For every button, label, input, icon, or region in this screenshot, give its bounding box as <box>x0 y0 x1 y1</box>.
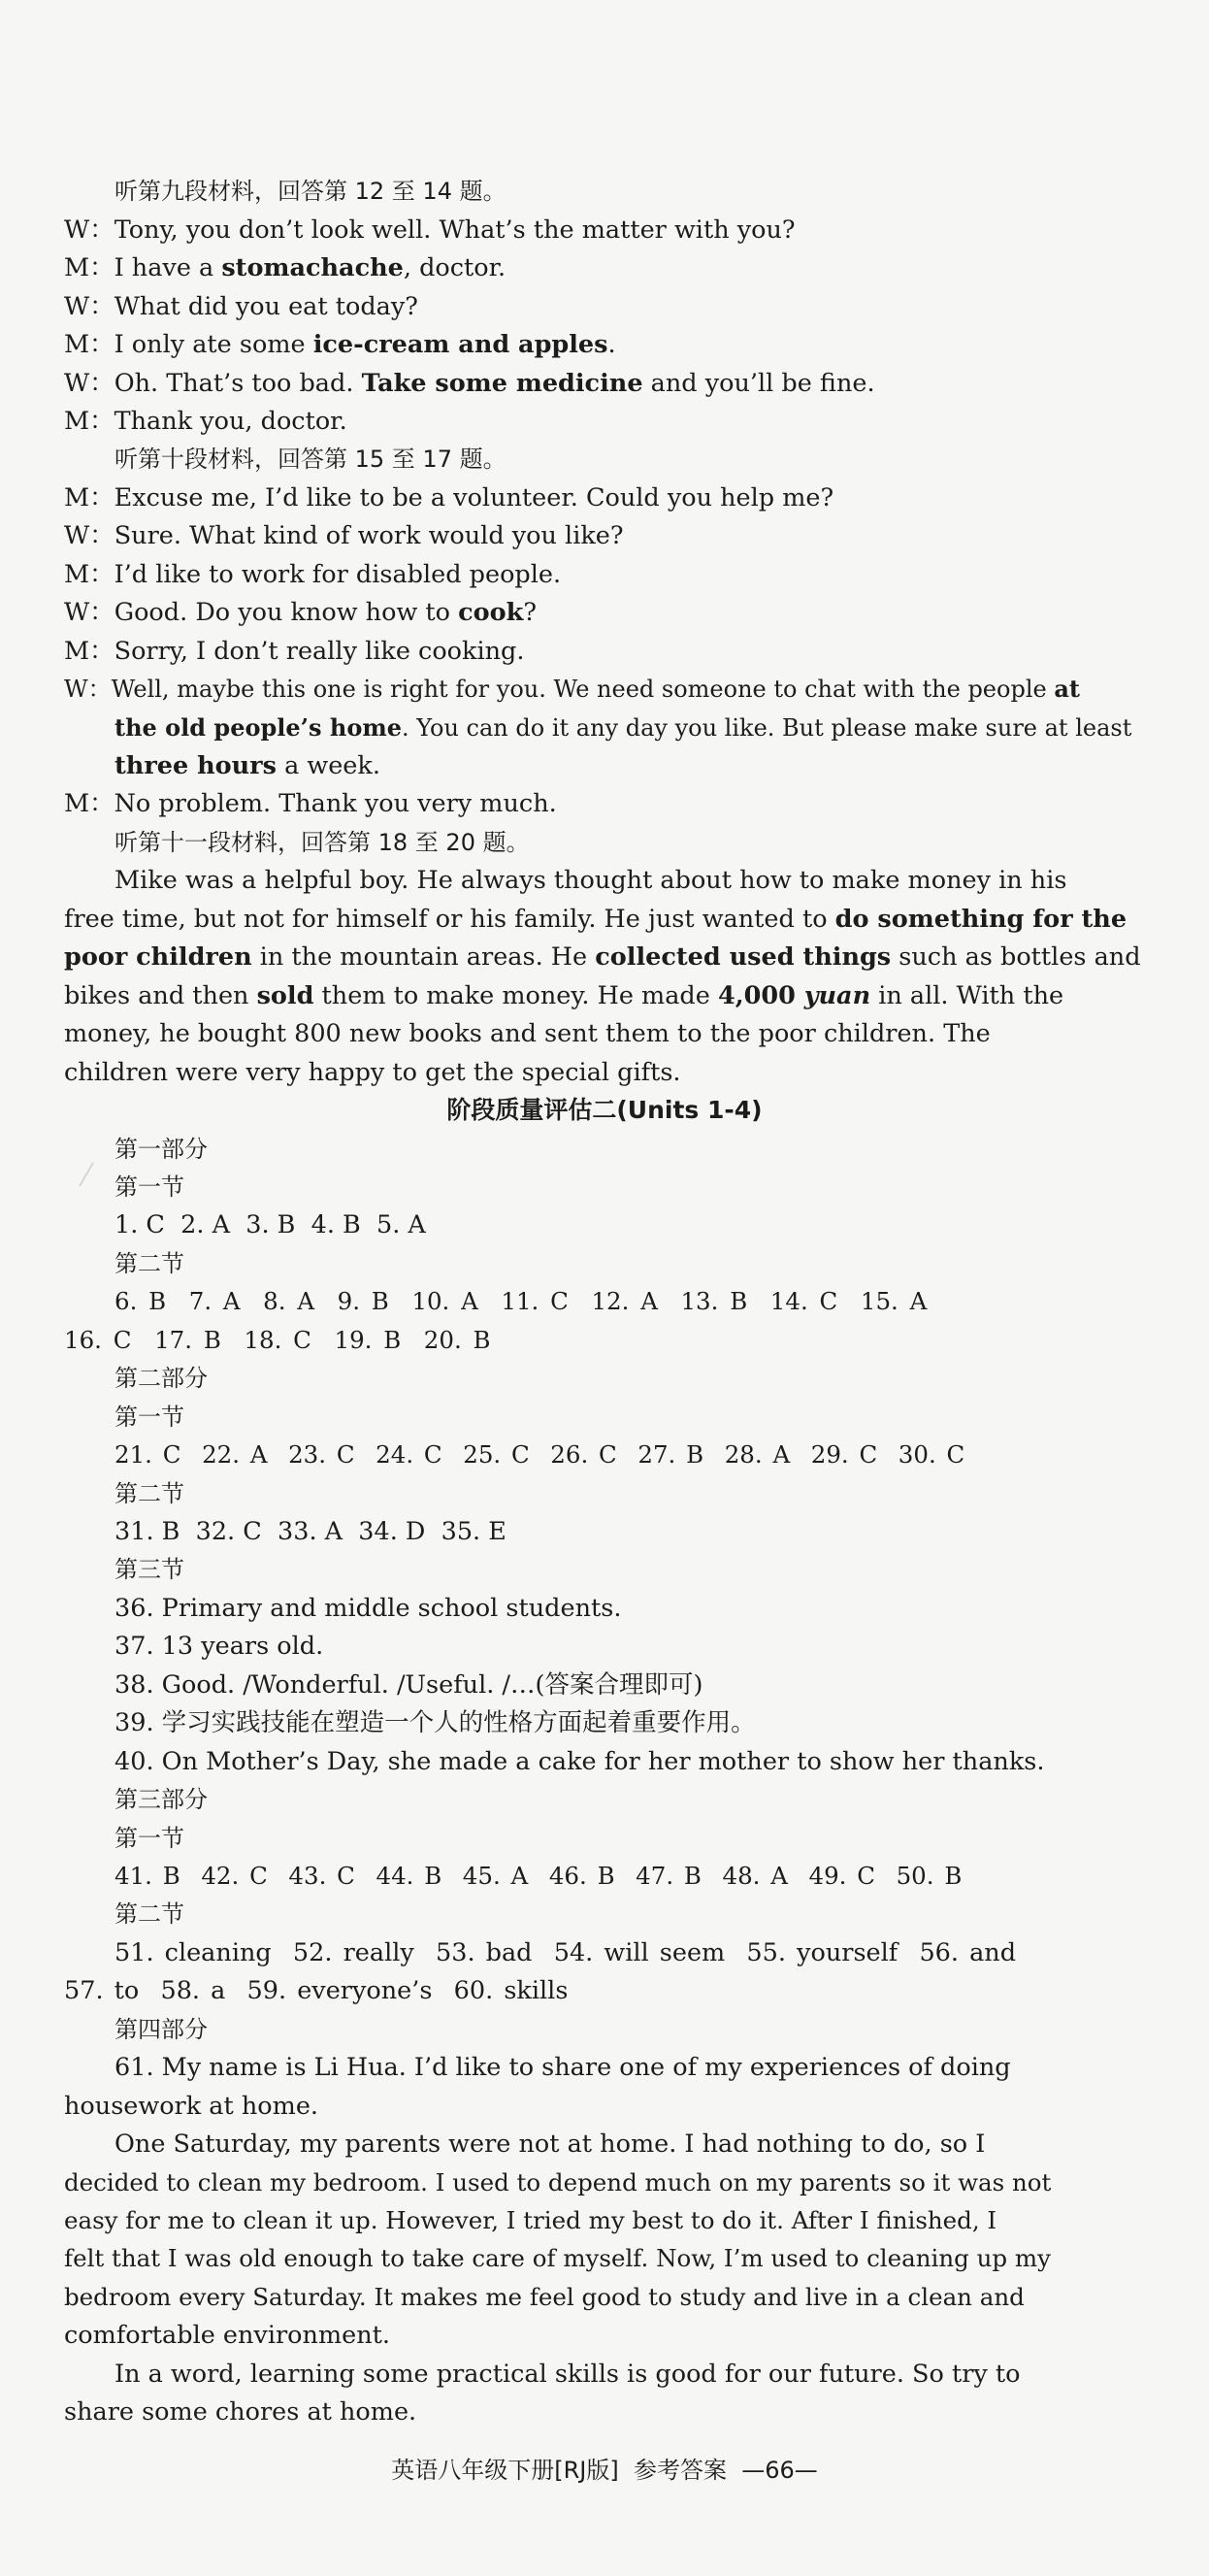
page-footer: 英语八年级下册[RJ版] 参考答案 —66— <box>391 2457 818 2484</box>
essay-line: felt that I was old enough to take care of myself. Now, I’m used to cleaning up my <box>64 2244 1051 2272</box>
passage-line: free time, but not for himself or his family. He just wanted to do something for the <box>64 905 1127 934</box>
essay-line: One Saturday, my parents were not at home. I had nothing to do, so I <box>114 2130 986 2159</box>
answer-row: 1. C 2. A 3. B 4. B 5. A <box>114 1210 426 1239</box>
answer-row: 36. Primary and middle school students. <box>114 1594 622 1623</box>
dialogue-line: three hours a week. <box>114 751 380 780</box>
answer-row: 31. B 32. C 33. A 34. D 35. E <box>114 1517 506 1546</box>
section-heading: 第二节 <box>114 1250 184 1277</box>
answer-row: 51. cleaning 52. really 53. bad 54. will seem 55. yourself 56. and <box>114 1938 1017 1967</box>
answer-row: 41. B 42. C 43. C 44. B 45. A 46. B 47. B 48. A 49. C 50. B <box>114 1862 963 1890</box>
answer-row: 6. B 7. A 8. A 9. B 10. A 11. C 12. A 13. B 14. C 15. A <box>114 1287 928 1315</box>
answer-row: 57. to 58. a 59. everyone’s 60. skills <box>64 1976 569 2005</box>
assessment-title: 阶段质量评估二(Units 1-4) <box>446 1096 763 1124</box>
part-heading: 第二部分 <box>114 1365 208 1392</box>
passage-line: money, he bought 800 new books and sent them to the poor children. The <box>64 1019 991 1048</box>
answer-row: 16. C 17. B 18. C 19. B 20. B <box>64 1326 491 1354</box>
section10-heading: 听第十段材料，回答第 15 至 17 题。 <box>114 446 506 473</box>
part-heading: 第四部分 <box>114 2016 208 2043</box>
section-heading: 第一节 <box>114 1173 184 1201</box>
passage-line: Mike was a helpful boy. He always thought about how to make money in his <box>114 866 1067 895</box>
dialogue-line: W：Good. Do you know how to cook? <box>64 598 537 627</box>
dialogue-line: W：Oh. That’s too bad. Take some medicine and you’ll be fine. <box>64 369 875 398</box>
answer-row: 38. Good. /Wonderful. /Useful. /…(答案合理即可) <box>114 1670 703 1700</box>
dialogue-line: M：No problem. Thank you very much. <box>64 789 557 818</box>
dialogue-line: M：Excuse me, I’d like to be a volunteer. Could you help me? <box>64 483 834 512</box>
dialogue-line: W：Well, maybe this one is right for you. We need someone to chat with the people at <box>64 675 1080 703</box>
answer-row: 39. 学习实践技能在塑造一个人的性格方面起着重要作用。 <box>114 1708 756 1737</box>
answer-row: 21. C 22. A 23. C 24. C 25. C 26. C 27. B 28. A 29. C 30. C <box>114 1440 965 1469</box>
dialogue-line: the old people’s home. You can do it any day you like. But please make sure at least <box>114 713 1132 742</box>
dialogue-line: M：I only ate some ice-cream and apples. <box>64 330 616 359</box>
essay-line: decided to clean my bedroom. I used to depend much on my parents so it was not <box>64 2168 1052 2196</box>
dialogue-line: W：Tony, you don’t look well. What’s the matter with you? <box>64 215 796 245</box>
part-heading: 第一部分 <box>114 1136 208 1163</box>
essay-line: share some chores at home. <box>64 2397 417 2427</box>
essay-line: 61. My name is Li Hua. I’d like to share one of my experiences of doing <box>114 2053 1011 2082</box>
passage-line: poor children in the mountain areas. He collected used things such as bottles and <box>64 942 1141 972</box>
essay-line: In a word, learning some practical skills is good for our future. So try to <box>114 2360 1021 2389</box>
passage-line: bikes and then sold them to make money. He made 4,000 yuan in all. With the <box>64 981 1064 1010</box>
section9-heading: 听第九段材料，回答第 12 至 14 题。 <box>114 178 506 205</box>
passage-line: children were very happy to get the special gifts. <box>64 1058 681 1087</box>
answer-row: 40. On Mother’s Day, she made a cake for her mother to show her thanks. <box>114 1747 1045 1776</box>
dialogue-line: M：Thank you, doctor. <box>64 407 347 436</box>
essay-line: easy for me to clean it up. However, I tried my best to do it. After I finished, I <box>64 2206 997 2234</box>
part-heading: 第三部分 <box>114 1786 208 1813</box>
essay-line: housework at home. <box>64 2092 319 2121</box>
section-heading: 第一节 <box>114 1404 184 1431</box>
section-heading: 第二节 <box>114 1480 184 1507</box>
section-heading: 第一节 <box>114 1825 184 1852</box>
essay-line: bedroom every Saturday. It makes me feel good to study and live in a clean and <box>64 2283 1025 2311</box>
essay-line: comfortable environment. <box>64 2321 391 2350</box>
section-heading: 第三节 <box>114 1556 184 1583</box>
stray-mark <box>79 1163 104 1186</box>
answer-row: 37. 13 years old. <box>114 1632 324 1661</box>
dialogue-line: M：I’d like to work for disabled people. <box>64 560 562 589</box>
dialogue-line: M：I have a stomachache, doctor. <box>64 253 506 282</box>
section11-heading: 听第十一段材料，回答第 18 至 20 题。 <box>114 829 530 856</box>
dialogue-line: M：Sorry, I don’t really like cooking. <box>64 637 525 666</box>
dialogue-line: W：Sure. What kind of work would you like? <box>64 521 624 550</box>
section-heading: 第二节 <box>114 1900 184 1928</box>
dialogue-line: W：What did you eat today? <box>64 292 418 321</box>
